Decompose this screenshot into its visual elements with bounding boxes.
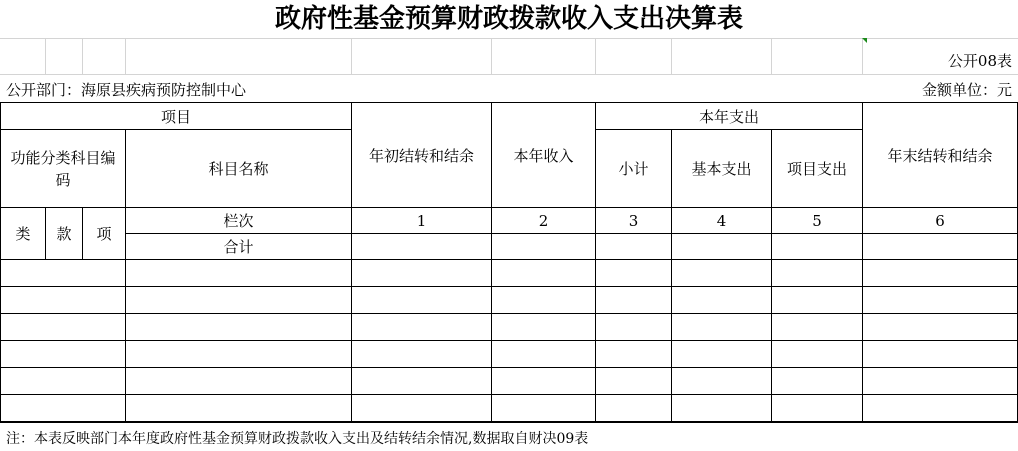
table-cell[interactable] — [863, 260, 1018, 287]
table-cell[interactable] — [352, 368, 492, 395]
table-cell[interactable] — [126, 368, 352, 395]
table-row — [1, 341, 1018, 368]
table-cell[interactable] — [1, 314, 126, 341]
table-cell[interactable] — [672, 314, 772, 341]
table-cell[interactable] — [1, 368, 126, 395]
total-cell[interactable] — [596, 234, 672, 260]
column-no-cell[interactable]: 2 — [492, 208, 596, 234]
footnote: 注：本表反映部门本年度政府性基金预算财政拨款收入支出及结转结余情况,数据取自财决09表 — [6, 431, 589, 447]
grid-line — [0, 74, 1018, 75]
basic-expense-header[interactable]: 基本支出 — [672, 130, 772, 208]
item-code-header[interactable]: 项 — [83, 208, 126, 260]
table-cell[interactable] — [352, 314, 492, 341]
table-cell[interactable] — [352, 260, 492, 287]
table-cell[interactable] — [863, 395, 1018, 423]
table-cell[interactable] — [492, 368, 596, 395]
section-header[interactable]: 款 — [46, 208, 83, 260]
grid-line — [671, 38, 672, 74]
table-row — [1, 368, 1018, 395]
table-cell[interactable] — [352, 395, 492, 423]
income-header[interactable]: 本年收入 — [492, 103, 596, 208]
table-cell[interactable] — [772, 314, 863, 341]
table-cell[interactable] — [492, 314, 596, 341]
table-cell[interactable] — [863, 314, 1018, 341]
table-cell[interactable] — [1, 260, 126, 287]
table-cell[interactable] — [1, 341, 126, 368]
table-cell[interactable] — [1, 287, 126, 314]
grid-line — [862, 38, 863, 74]
func-code-header[interactable]: 功能分类科目编码 — [1, 130, 126, 208]
class-header[interactable]: 类 — [1, 208, 46, 260]
column-no-cell[interactable]: 5 — [772, 208, 863, 234]
grid-line — [351, 38, 352, 74]
table-cell[interactable] — [596, 287, 672, 314]
table-cell[interactable] — [596, 368, 672, 395]
table-cell[interactable] — [126, 395, 352, 423]
table-cell[interactable] — [596, 314, 672, 341]
department-label: 公开部门：海原县疾病预防控制中心 — [6, 81, 247, 99]
amount-unit: 金额单位：元 — [921, 81, 1012, 99]
project-expense-header[interactable]: 项目支出 — [772, 130, 863, 208]
table-cell[interactable] — [672, 368, 772, 395]
table-cell[interactable] — [863, 287, 1018, 314]
column-no-cell[interactable]: 6 — [863, 208, 1018, 234]
grid-line — [491, 38, 492, 74]
table-cell[interactable] — [672, 395, 772, 423]
grid-line — [771, 38, 772, 74]
table-cell[interactable] — [126, 260, 352, 287]
total-cell[interactable] — [672, 234, 772, 260]
form-number: 公开08表 — [947, 52, 1012, 70]
opening-balance-header[interactable]: 年初结转和结余 — [352, 103, 492, 208]
table-cell[interactable] — [772, 341, 863, 368]
table-cell[interactable] — [492, 341, 596, 368]
total-cell[interactable] — [492, 234, 596, 260]
table-cell[interactable] — [352, 287, 492, 314]
grid-line — [125, 38, 126, 74]
table-row — [1, 287, 1018, 314]
total-cell[interactable] — [352, 234, 492, 260]
table-cell[interactable] — [863, 368, 1018, 395]
table-cell[interactable] — [772, 395, 863, 423]
table-cell[interactable] — [352, 341, 492, 368]
grid-line — [595, 38, 596, 74]
expense-group-header[interactable]: 本年支出 — [596, 103, 863, 130]
table-cell[interactable] — [772, 260, 863, 287]
table-cell[interactable] — [492, 260, 596, 287]
table-row — [1, 314, 1018, 341]
cell-comment-marker — [862, 38, 867, 43]
closing-balance-header[interactable]: 年末结转和结余 — [863, 103, 1018, 208]
report-title: 政府性基金预算财政拨款收入支出决算表 — [274, 4, 743, 34]
column-no-cell[interactable]: 4 — [672, 208, 772, 234]
table-cell[interactable] — [672, 287, 772, 314]
grid-line — [82, 38, 83, 74]
table-cell[interactable] — [126, 287, 352, 314]
budget-table — [0, 102, 1018, 423]
total-cell[interactable] — [772, 234, 863, 260]
column-no-cell[interactable]: 1 — [352, 208, 492, 234]
table-row — [1, 260, 1018, 287]
table-cell[interactable] — [672, 260, 772, 287]
subject-name-header[interactable]: 科目名称 — [126, 130, 352, 208]
table-cell[interactable] — [772, 368, 863, 395]
table-cell[interactable] — [492, 395, 596, 423]
subtotal-header[interactable]: 小计 — [596, 130, 672, 208]
table-cell[interactable] — [596, 341, 672, 368]
grid-line — [45, 38, 46, 74]
table-cell[interactable] — [672, 341, 772, 368]
total-label[interactable]: 合计 — [126, 234, 352, 260]
table-cell[interactable] — [126, 314, 352, 341]
item-header[interactable]: 项目 — [1, 103, 352, 130]
table-cell[interactable] — [126, 341, 352, 368]
column-no-cell[interactable]: 3 — [596, 208, 672, 234]
total-cell[interactable] — [863, 234, 1018, 260]
table-cell[interactable] — [596, 260, 672, 287]
table-row — [1, 395, 1018, 423]
table-cell[interactable] — [863, 341, 1018, 368]
table-cell[interactable] — [1, 395, 126, 423]
column-no-label[interactable]: 栏次 — [126, 208, 352, 234]
table-cell[interactable] — [772, 287, 863, 314]
table-cell[interactable] — [492, 287, 596, 314]
table-cell[interactable] — [596, 395, 672, 423]
